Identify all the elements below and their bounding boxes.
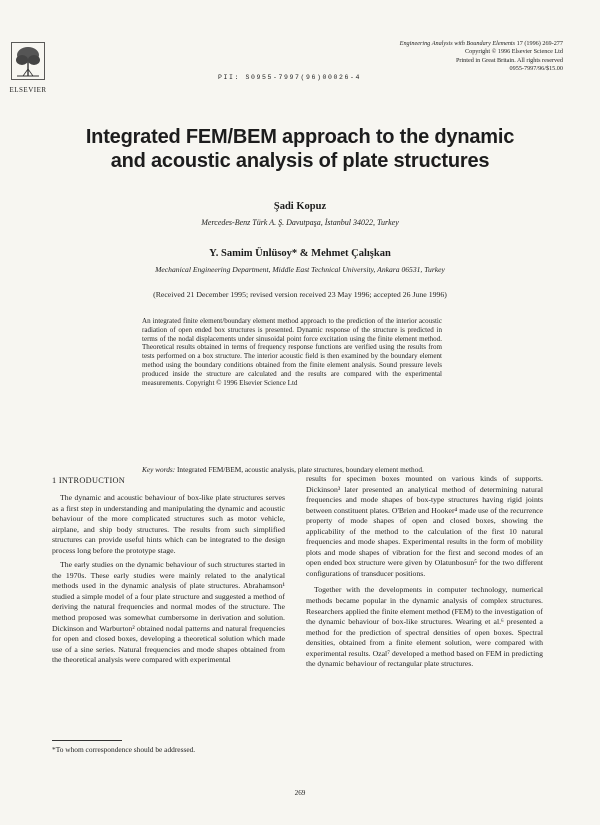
- journal-info: [363, 40, 563, 74]
- keywords-label: Key words:: [142, 465, 176, 474]
- article-title-line2: and acoustic analysis of plate structures: [110, 150, 490, 172]
- publisher-logo: [8, 42, 48, 94]
- received-dates: (Received 21 December 1995; revised version received 23 May 1996; accepted 26 June 1996): [153, 290, 447, 299]
- author-1: Şadi Kopuz: [273, 201, 327, 212]
- journal-issn: 0955-7997/96/$15.00: [509, 65, 563, 73]
- keywords-text: Integrated FEM/BEM, acoustic analysis, plate structures, boundary element method.: [177, 465, 424, 474]
- section-heading: 1 INTRODUCTION: [52, 476, 126, 485]
- paragraph: results for specimen boxes mounted on various kinds of supports. Dickinson³ later presented an analytical method of determining natural frequencies and mode shapes of box-type structures having rigid joints between constituent plates. O'Brien and Hooker⁴ made use of the recurrence property of mode shapes of open and closed boxes, showing the applicability of the method to the calculation of the first 10 natural frequencies and mode shapes. Experimental results in the form of mobility plots and mode shapes of vibration for the first and second modes of an open ended box structure were given by Olatunbosun⁵ for the two different configurations of transducer positions.: [306, 474, 543, 578]
- keywords: [142, 465, 442, 474]
- abstract: An integrated finite element/boundary element method approach to the prediction of the interior acoustic radiation of open ended box structures is presented. Dynamic response of the structure is predicted in terms of the nodal displacements under sinusoidal point force excitation using the finite element method. Theoretical results obtained in terms of frequency response functions are verified using the results from tests performed on a box structure. The interior acoustic field is then examined by the boundary element method using the boundary conditions obtained from the finite element analysis. Sound pressure levels produced inside the structure are calculated and the results are compared with the experimental measurements. Copyright © 1996 Elsevier Science Ltd: [142, 317, 442, 387]
- paragraph: The dynamic and acoustic behaviour of box-like plate structures serves as a first step in understanding and manipulating the dynamic and acoustic behaviour of the more complicated structures such as motor vehicle, airplane, and ship body structures. The results from such simplified structures can provide useful hints which can be integrated to the design process long before the prototype stage.: [52, 493, 285, 555]
- page-number: 269: [294, 789, 306, 797]
- journal-printed: Printed in Great Britain. All rights reserved: [455, 56, 563, 64]
- article-title: [30, 125, 570, 173]
- elsevier-tree-icon: [11, 42, 45, 80]
- right-column: [306, 474, 543, 670]
- author-2: Y. Samim Ünlüsoy* & Mehmet Çalışkan: [209, 248, 391, 259]
- affiliation-2: Mechanical Engineering Department, Middle East Technical University, Ankara 06531, Turkey: [155, 265, 445, 274]
- journal-copyright: Copyright © 1996 Elsevier Science Ltd: [464, 48, 563, 56]
- left-column: [52, 493, 285, 666]
- publisher-name: ELSEVIER: [9, 86, 47, 94]
- pii-code: PII: S0955-7997(96)00026-4: [218, 74, 362, 81]
- journal-citation: [363, 40, 563, 48]
- affiliation-1: Mercedes-Benz Türk A. Ş. Davutpaşa, İstanbul 34022, Turkey: [201, 218, 399, 227]
- article-title-line1: Integrated FEM/BEM approach to the dynamic: [85, 126, 515, 148]
- footnote-divider: [52, 740, 122, 741]
- paragraph: The early studies on the dynamic behaviour of such structures started in the 1970s. These early studies were mainly related to the analytical methods used in the dynamic analysis of plate structures. Abrahamson¹ studied a simple model of a four plate structure and suggested a method of deriving the natural frequencies and normal modes of the structure. The method proposed was somewhat cumbersome in derivation and solution. Dickinson and Warburton² obtained nodal patterns and natural frequencies for open and closed boxes, developing a theoretical solution which made use of a sine series. Natural frequencies and mode shapes obtained from the theoretical analysis were compared with experimental: [52, 560, 285, 665]
- paragraph: Together with the developments in computer technology, numerical methods became popular in the dynamic analysis of complex structures. Researchers applied the finite element method (FEM) to the investigation of the dynamic behaviour of box-like structures. Wearing et al.⁶ presented a method for the prediction of spectral densities of open boxes. Spectral densities, obtained from a finite element solution, were compared with experimental results. Ozal⁷ developed a method based on FEM in predicting the dynamic behaviour of rectangular plate structures.: [306, 585, 543, 669]
- footnote: *To whom correspondence should be addressed.: [52, 745, 196, 754]
- journal-title: Engineering Analysis with Boundary Elements: [399, 40, 516, 47]
- journal-volume: 17 (1996) 269-277: [516, 40, 563, 47]
